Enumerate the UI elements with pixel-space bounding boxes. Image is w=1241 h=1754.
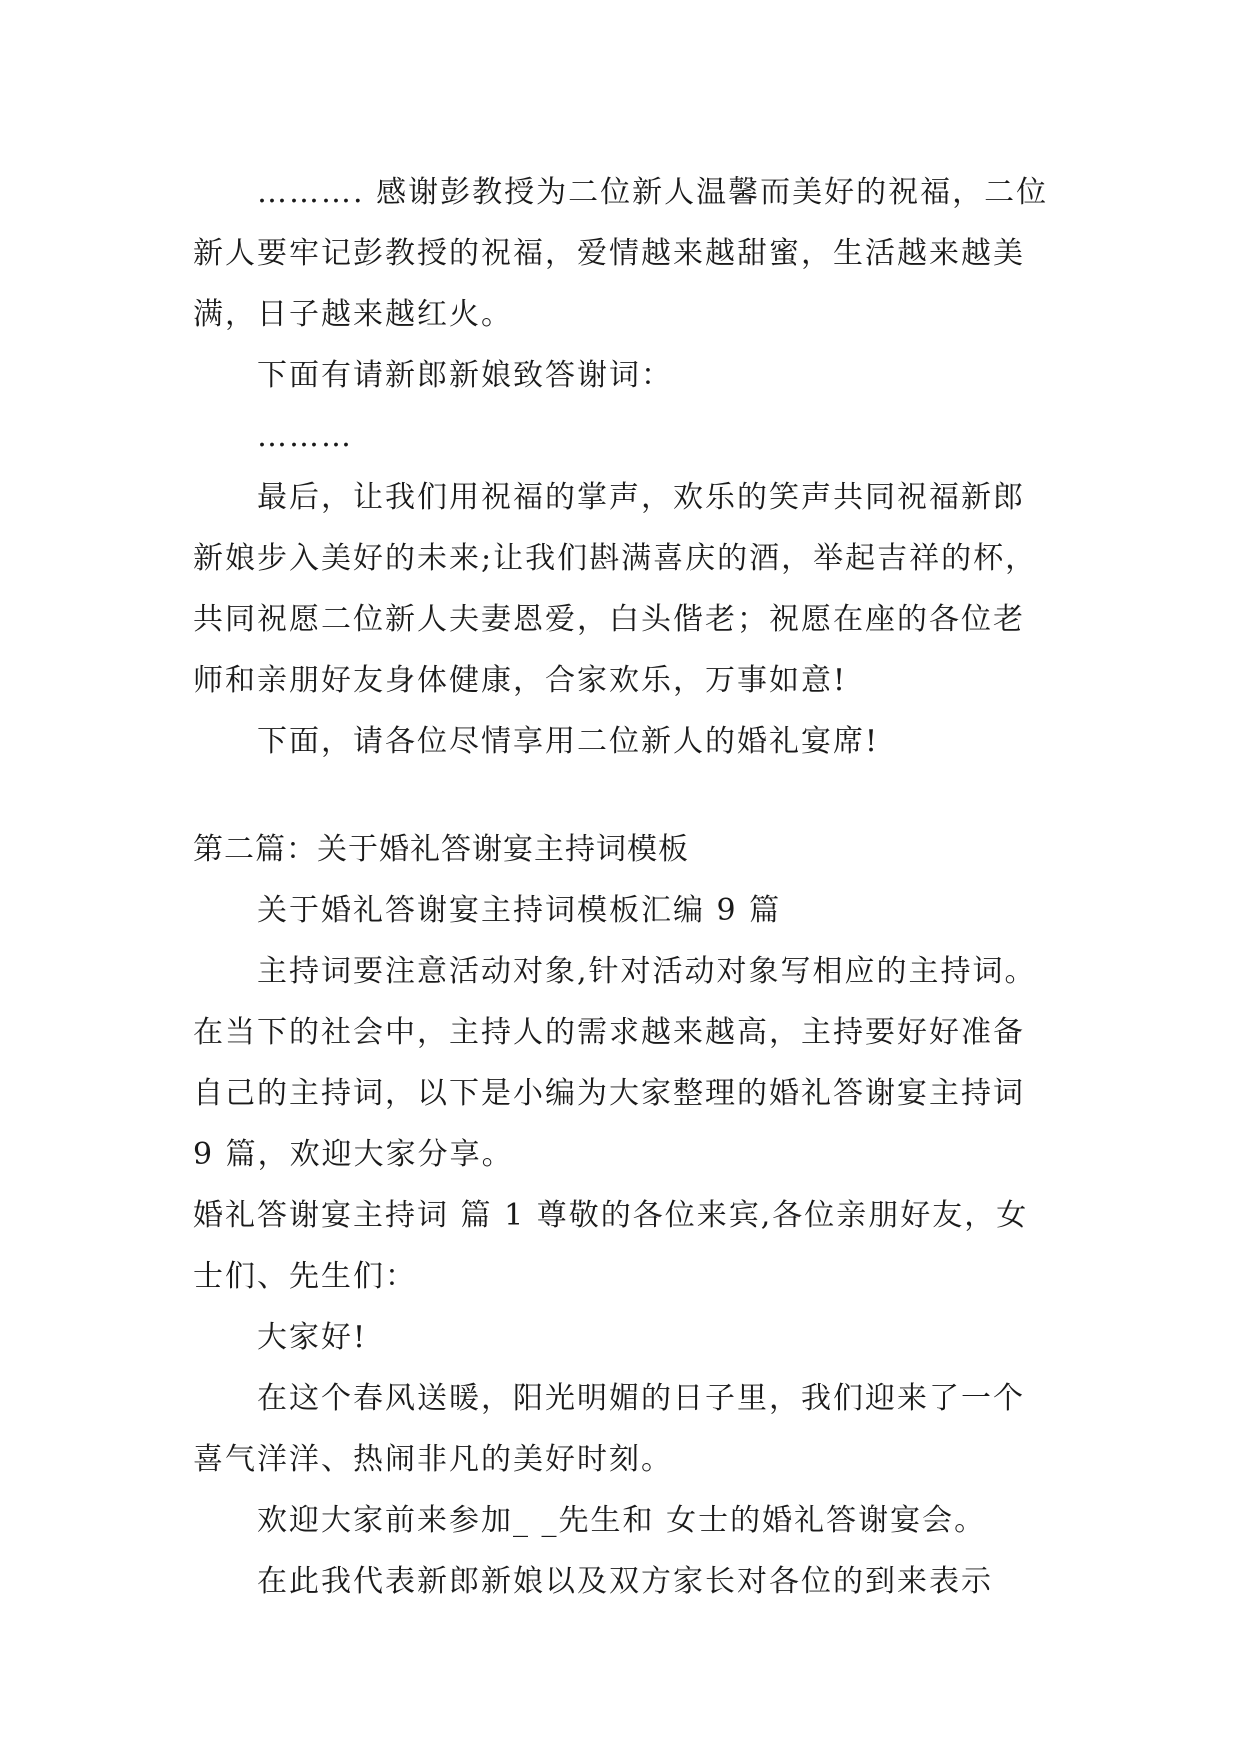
- paragraph-enjoy-banquet: 下面，请各位尽情享用二位新人的婚礼宴席!: [257, 724, 880, 759]
- section-heading: 第二篇：关于婚礼答谢宴主持词模板: [193, 832, 689, 867]
- paragraph-welcome: 欢迎大家前来参加_ _先生和 女士的婚礼答谢宴会。: [257, 1503, 987, 1538]
- paragraph-invite-reply: 下面有请新郎新娘致答谢词：: [257, 358, 673, 393]
- paragraph-on-behalf: 在此我代表新郎新娘以及双方家长对各位的到来表示: [257, 1564, 993, 1599]
- document-body: [193, 162, 1053, 1612]
- paragraph-spring-day: 在这个春风送暖，阳光明媚的日子里，我们迎来了一个喜气洋洋、热闹非凡的美好时刻。: [193, 1381, 1025, 1477]
- paragraph-compilation-title: 关于婚礼答谢宴主持词模板汇编 9 篇: [257, 893, 782, 928]
- paragraph-intro: 主持词要注意活动对象,针对活动对象写相应的主持词。在当下的社会中，主持人的需求越来越高，主持要好好准备自己的主持词，以下是小编为大家整理的婚礼答谢宴主持词 9 篇，欢迎大家分享。: [193, 954, 1037, 1172]
- paragraph-ellipsis: ………: [257, 419, 353, 454]
- article-title-line: 婚礼答谢宴主持词 篇 1 尊敬的各位来宾,各位亲朋好友，女士们、先生们：: [193, 1198, 1029, 1294]
- paragraph-thanks-blessing: ………. 感谢彭教授为二位新人温馨而美好的祝福，二位新人要牢记彭教授的祝福，爱情越来越甜蜜，生活越来越美满，日子越来越红火。: [193, 175, 1049, 332]
- paragraph-greeting: 大家好!: [257, 1320, 368, 1355]
- paragraph-final-blessing: 最后，让我们用祝福的掌声，欢乐的笑声共同祝福新郎新娘步入美好的未来;让我们斟满喜庆的酒，举起吉祥的杯，共同祝愿二位新人夫妻恩爱，白头偕老；祝愿在座的各位老师和亲朋好友身体健康，合家欢乐，万事如意!: [193, 480, 1038, 698]
- section-spacer: [193, 772, 1053, 819]
